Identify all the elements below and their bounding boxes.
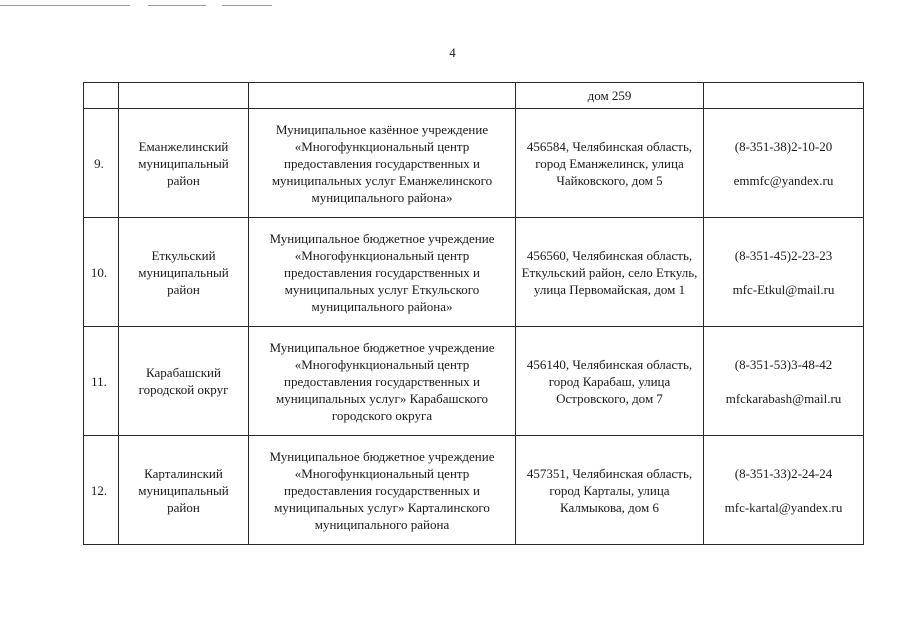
- district-cell: Карабашский городской округ: [119, 327, 249, 436]
- table-row: [84, 218, 864, 327]
- table-row-continuation: [84, 83, 864, 109]
- scan-artifact-line: [222, 5, 272, 6]
- phone-number: (8-351-45)2-23-23: [734, 247, 833, 263]
- num-cell: [84, 83, 119, 109]
- contacts-cell: [704, 327, 864, 436]
- email-address: mfc-Etkul@mail.ru: [732, 281, 835, 297]
- organization-cell: Муниципальное казённое учреждение «Многофункциональный центр предоставления государственных и муниципальных услуг Еманжелинского муниципального района»: [249, 109, 516, 218]
- table-row: [84, 436, 864, 545]
- contacts-cell: [704, 83, 864, 109]
- district-cell: Еманжелинский муниципальный район: [119, 109, 249, 218]
- address-cell: дом 259: [516, 83, 704, 109]
- phone-number: (8-351-53)3-48-42: [734, 356, 833, 372]
- organization-cell: Муниципальное бюджетное учреждение «Многофункциональный центр предоставления государственных и муниципальных услуг» Карталинского муниципального района: [249, 436, 516, 545]
- district-cell: Еткульский муниципальный район: [119, 218, 249, 327]
- email-address: emmfc@yandex.ru: [733, 172, 834, 188]
- table-row: [84, 327, 864, 436]
- num-cell: 10.: [84, 218, 119, 327]
- district-cell: [119, 83, 249, 109]
- num-cell: 11.: [84, 327, 119, 436]
- organization-cell: Муниципальное бюджетное учреждение «Многофункциональный центр предоставления государственных и муниципальных услуг Еткульского муниципального района»: [249, 218, 516, 327]
- mfc-registry-table: [83, 82, 864, 545]
- organization-cell: [249, 83, 516, 109]
- scan-artifact-line: [0, 5, 130, 6]
- phone-number: (8-351-38)2-10-20: [734, 138, 833, 154]
- address-cell: 457351, Челябинская область, город Карталы, улица Калмыкова, дом 6: [516, 436, 704, 545]
- page-number: 4: [449, 45, 456, 60]
- email-address: mfc-kartal@yandex.ru: [724, 499, 843, 515]
- address-cell: 456584, Челябинская область, город Еманжелинск, улица Чайковского, дом 5: [516, 109, 704, 218]
- phone-number: (8-351-33)2-24-24: [734, 465, 833, 481]
- contacts-cell: [704, 218, 864, 327]
- address-cell: 456560, Челябинская область, Еткульский район, село Еткуль, улица Первомайская, дом 1: [516, 218, 704, 327]
- contacts-cell: [704, 436, 864, 545]
- num-cell: 12.: [84, 436, 119, 545]
- district-cell: Карталинский муниципальный район: [119, 436, 249, 545]
- email-address: mfckarabash@mail.ru: [725, 390, 842, 406]
- contacts-cell: [704, 109, 864, 218]
- address-cell: 456140, Челябинская область, город Карабаш, улица Островского, дом 7: [516, 327, 704, 436]
- table-row: [84, 109, 864, 218]
- organization-cell: Муниципальное бюджетное учреждение «Многофункциональный центр предоставления государственных и муниципальных услуг» Карабашского городского округа: [249, 327, 516, 436]
- scan-artifact-line: [148, 5, 206, 6]
- num-cell: 9.: [84, 109, 119, 218]
